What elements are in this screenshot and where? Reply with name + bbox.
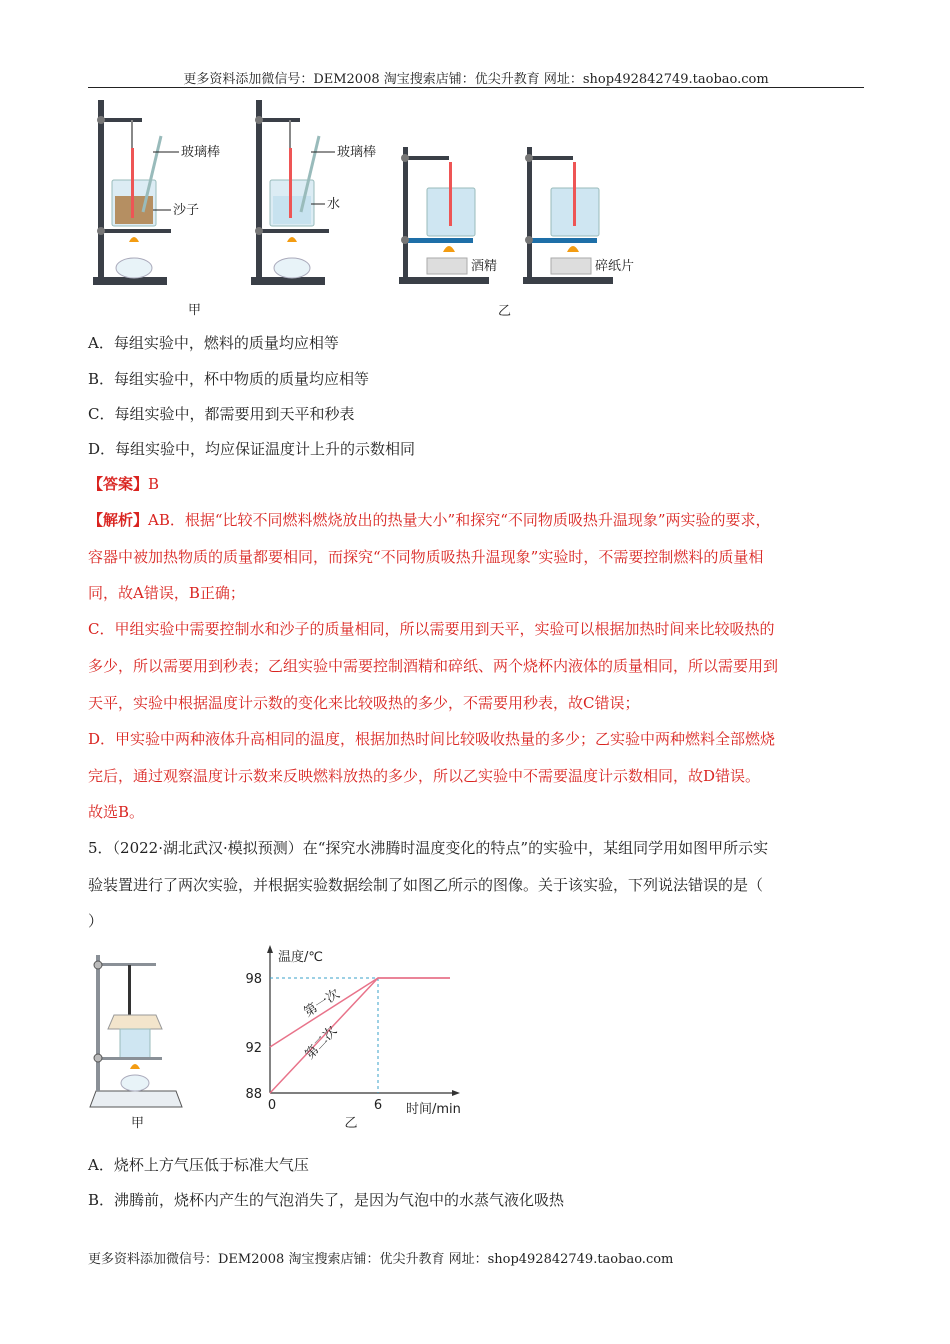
x-axis-label: 时间/min xyxy=(406,1102,461,1117)
analysis-text-1: AB．根据“比较不同燃料燃烧放出的热量大小”和探究“不同物质吸热升温现象”两实验的要求， xyxy=(148,511,771,529)
q5-option-b: B．沸腾前，烧杯内产生的气泡消失了，是因为气泡中的水蒸气液化吸热 xyxy=(88,1191,565,1209)
q4-option-a: A．每组实验中，燃料的质量均应相等 xyxy=(88,334,339,352)
series-line-1 xyxy=(270,978,450,1047)
answer-line xyxy=(88,474,159,494)
analysis-line-6: 天平，实验中根据温度计示数的变化来比较吸热的多少，不需要用秒表，故C错误； xyxy=(88,694,640,712)
label-alcohol: 酒精 xyxy=(471,259,498,274)
page-footer: 更多资料添加微信号：DEM2008 淘宝搜索店铺：优尖升教育 网址：shop492842749.taobao.com xyxy=(88,1252,674,1267)
y-tick-label: 98 xyxy=(245,972,262,987)
label-paper: 碎纸片 xyxy=(595,259,635,274)
analysis-tag: 【解析】 xyxy=(88,511,149,529)
stand-sand xyxy=(93,100,171,285)
x-tick-label: 0 xyxy=(267,1098,277,1113)
label-yi: 乙 xyxy=(498,304,512,319)
q5-stem-3: ） xyxy=(88,912,104,930)
y-tick-label: 92 xyxy=(245,1041,262,1056)
q4-option-d: D．每组实验中，均应保证温度计上升的示数相同 xyxy=(88,440,416,458)
analysis-line-4: C．甲组实验中需要控制水和沙子的质量相同，所以需要用到天平，实验可以根据加热时间来比较吸热的 xyxy=(88,620,775,638)
y-tick-label: 88 xyxy=(245,1087,262,1102)
analysis-line-5: 多少，所以需要用到秒表；乙组实验中需要控制酒精和碎纸、两个烧杯内液体的质量相同，所以需要用到 xyxy=(88,657,779,675)
answer-tag: 【答案】 xyxy=(88,475,149,493)
q5-option-a: A．烧杯上方气压低于标准大气压 xyxy=(88,1156,309,1174)
q4-option-c: C．每组实验中，都需要用到天平和秒表 xyxy=(88,405,355,423)
page-header: 更多资料添加微信号：DEM2008 淘宝搜索店铺：优尖升教育 网址：shop492842749.taobao.com xyxy=(183,72,769,87)
x-tick-label: 6 xyxy=(373,1098,383,1113)
temperature-time-chart xyxy=(230,945,480,1135)
analysis-line-8: 完后，通过观察温度计示数来反映燃料放热的多少，所以乙实验中不需要温度计示数相同，故D错误。 xyxy=(88,767,761,785)
label-sand: 沙子 xyxy=(173,203,200,218)
analysis-line-1 xyxy=(88,510,771,530)
y-axis-arrow xyxy=(267,945,273,953)
label-rod-1: 玻璃棒 xyxy=(181,145,221,160)
label-rod-2: 玻璃棒 xyxy=(337,145,377,160)
q5-stem-2: 验装置进行了两次实验，并根据实验数据绘制了如图乙所示的图像。关于该实验，下列说法错误的是（ xyxy=(88,876,764,894)
analysis-line-9: 故选B。 xyxy=(88,803,145,821)
x-axis-arrow xyxy=(452,1090,460,1096)
stand-water xyxy=(251,100,329,285)
analysis-line-2: 容器中被加热物质的质量都要相同，而探究“不同物质吸热升温现象”实验时，不需要控制燃料的质量相 xyxy=(88,548,764,566)
label-water: 水 xyxy=(327,197,341,212)
header-rule xyxy=(88,87,864,88)
q4-option-b: B．每组实验中，杯中物质的质量均应相等 xyxy=(88,370,370,388)
q5-label-yi: 乙 xyxy=(344,1116,358,1131)
y-axis-label: 温度/℃ xyxy=(278,950,323,965)
answer-value: B xyxy=(148,475,160,493)
boiling-apparatus xyxy=(86,945,186,1115)
q5-stem-1: 5．（2022·湖北武汉·模拟预测）在“探究水沸腾时温度变化的特点”的实验中，某组同学用如图甲所示实 xyxy=(88,839,769,857)
apparatus-figure xyxy=(85,92,665,322)
series-line-2 xyxy=(270,978,450,1093)
series-label-2: 第二次 xyxy=(302,1023,341,1063)
label-jia: 甲 xyxy=(188,303,202,318)
q5-label-jia: 甲 xyxy=(131,1116,145,1131)
series-label-1: 第一次 xyxy=(301,986,343,1021)
analysis-line-3: 同，故A错误，B正确； xyxy=(88,584,245,602)
analysis-line-7: D．甲实验中两种液体升高相同的温度，根据加热时间比较吸收热量的多少；乙实验中两种燃料全部燃烧 xyxy=(88,730,776,748)
